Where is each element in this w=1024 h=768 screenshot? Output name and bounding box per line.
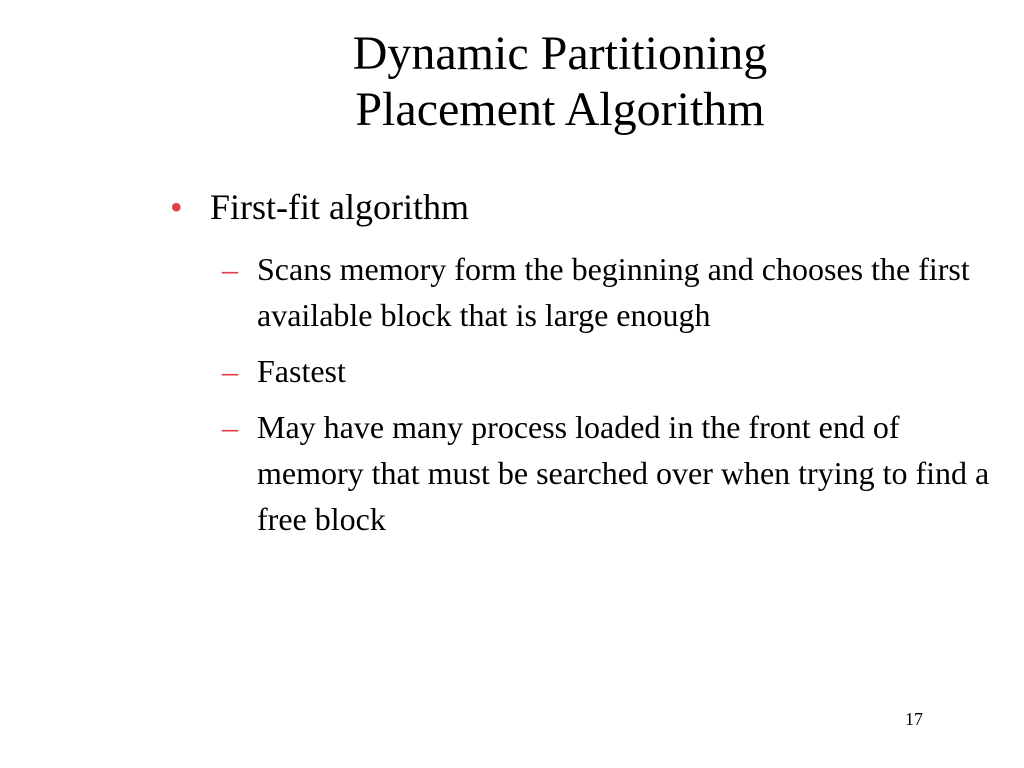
subbullet-item (222, 246, 992, 338)
bullet-marker: • (170, 187, 183, 227)
title-line-1: Dynamic Partitioning (352, 27, 768, 80)
bullet-text: First-fit algorithm (210, 187, 469, 227)
subbullet-dash: – (222, 251, 238, 287)
page-number: 17 (905, 709, 923, 729)
title-line-2: Placement Algorithm (355, 83, 765, 136)
subbullet-text: May have many process loaded in the front end of memory that must be searched over when trying to find a free block (257, 409, 990, 537)
subbullet-list (222, 246, 992, 552)
bullet-first-fit (170, 182, 970, 232)
subbullet-text: Fastest (257, 353, 346, 389)
subbullet-text: Scans memory form the beginning and chooses the first available block that is large enough (257, 251, 970, 333)
slide-title (150, 26, 970, 138)
subbullet-item (222, 404, 992, 542)
subbullet-item (222, 348, 992, 394)
subbullet-dash: – (222, 409, 238, 445)
subbullet-dash: – (222, 353, 238, 389)
